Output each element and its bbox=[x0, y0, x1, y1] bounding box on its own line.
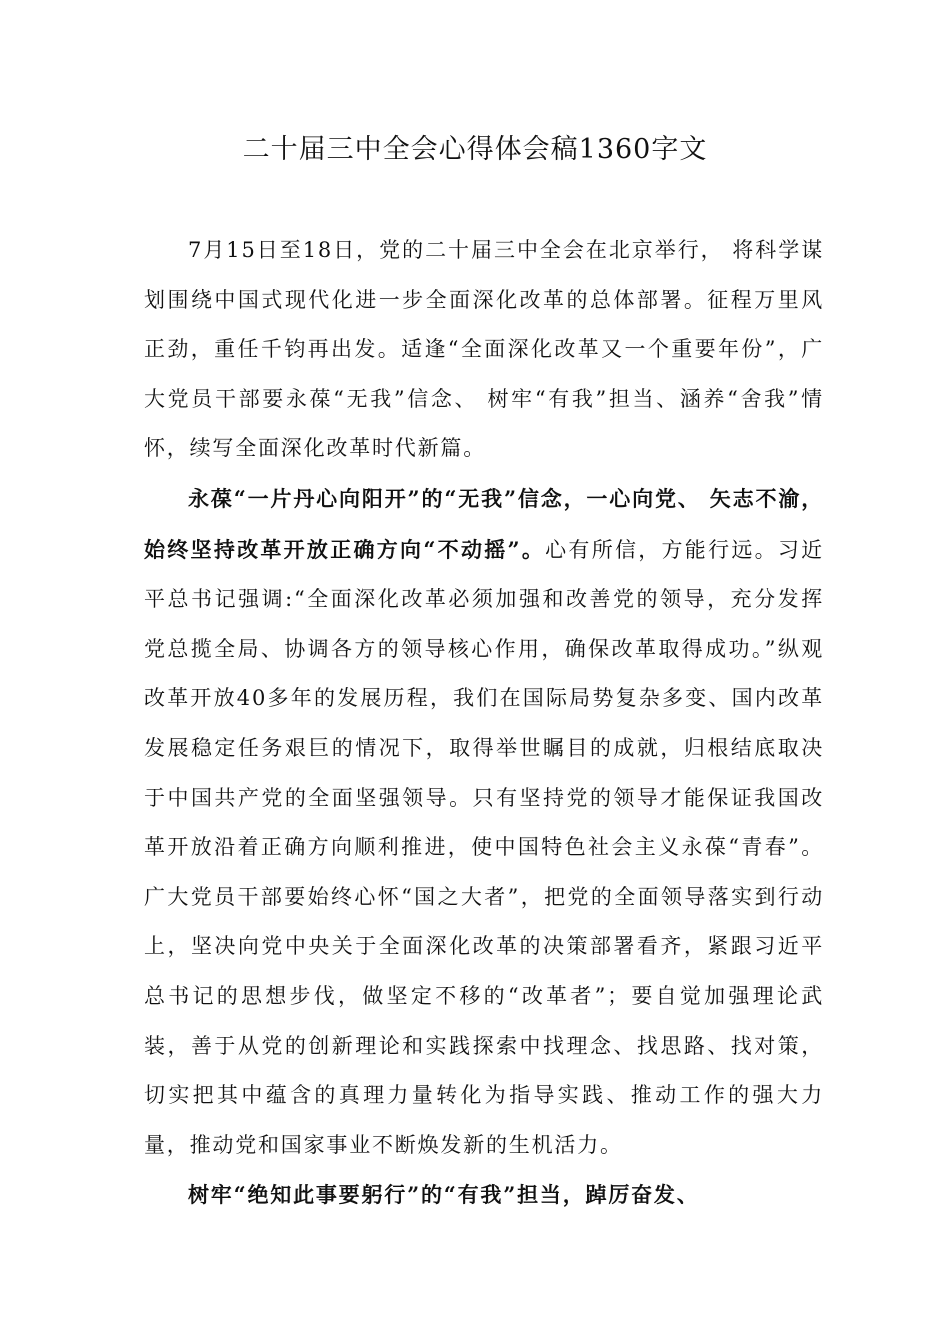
paragraph-wuwo bbox=[144, 474, 824, 1170]
document-title: 二十届三中全会心得体会稿1360字文 bbox=[242, 134, 708, 165]
paragraph-wuwo-heading: 永葆“一片丹心向阳开”的“无我”信念，一心向党、 矢志不渝，始终坚持改革开放正确方向“不动摇”。 bbox=[144, 485, 824, 562]
paragraph-youwo bbox=[144, 1170, 824, 1221]
paragraph-youwo-heading: 树牢“绝知此事要躬行”的“有我”担当，踔厉奋发、 bbox=[188, 1182, 700, 1208]
document-body bbox=[144, 226, 824, 1221]
paragraph-wuwo-text: 心有所信，方能行远。习近平总书记强调:“全面深化改革必须加强和改善党的领导，充分发挥党总揽全局、协调各方的领导核心作用，确保改革取得成功。”纵观改革开放40多年的发展历程，我们在国际局势复杂多变、国内改革发展稳定任务艰巨的情况下，取得举世瞩目的成就，归根结底取决于中国共产党的全面坚强领导。只有坚持党的领导才能保证我国改革开放沿着正确方向顺利推进，使中国特色社会主义永葆“青春”。广大党员干部要始终心怀“国之大者”，把党的全面领导落实到行动上，坚决向党中央关于全面深化改革的决策部署看齐，紧跟习近平总书记的思想步伐，做坚定不移的“改革者”；要自觉加强理论武装，善于从党的创新理论和实践探索中找理念、找思路、找对策，切实把其中蕴含的真理力量转化为指导实践、推动工作的强大力量，推动党和国家事业不断焕发新的生机活力。 bbox=[144, 537, 824, 1157]
paragraph-intro-text: 7月15日至18日，党的二十届三中全会在北京举行， 将科学谋划围绕中国式现代化进一步全面深化改革的总体部署。征程万里风正劲，重任千钧再出发。适逢“全面深化改革又一个重要年份”，广大党员干部要永葆“无我”信念、 树牢“有我”担当、涵养“舍我”情怀，续写全面深化改革时代新篇。 bbox=[144, 238, 824, 461]
paragraph-intro bbox=[144, 226, 824, 474]
